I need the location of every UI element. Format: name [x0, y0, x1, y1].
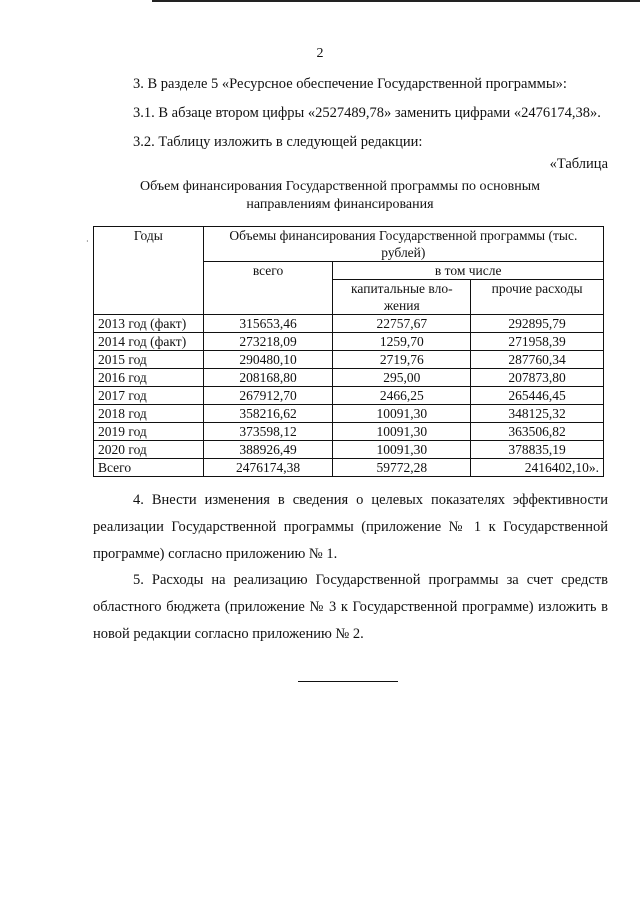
table-title: Объем финансирования Государственной программы по основным направлениям финансирования: [140, 179, 540, 212]
table-row: [94, 351, 604, 369]
cell-capital: 295,00: [333, 369, 471, 387]
cell-other: 348125,32: [471, 405, 604, 423]
paragraph-3-2: 3.2. Таблицу изложить в следующей редакции:: [133, 134, 423, 150]
header-years: Годы: [94, 227, 204, 315]
paragraph-3: 3. В разделе 5 «Ресурсное обеспечение Государственной программы»:: [133, 76, 567, 92]
financing-table: [93, 226, 604, 477]
cell-year: 2019 год: [94, 423, 204, 441]
table-header-row: [94, 227, 604, 262]
cell-year: 2018 год: [94, 405, 204, 423]
header-total: всего: [203, 262, 333, 315]
margin-dot: ·: [86, 237, 89, 246]
cell-total: 267912,70: [203, 387, 333, 405]
cell-capital: 1259,70: [333, 333, 471, 351]
cell-capital: 2719,76: [333, 351, 471, 369]
table-row: [94, 315, 604, 333]
cell-capital: 2466,25: [333, 387, 471, 405]
cell-total: 358216,62: [203, 405, 333, 423]
table-row: [94, 387, 604, 405]
table-row: [94, 405, 604, 423]
cell-year: 2017 год: [94, 387, 204, 405]
cell-year: Всего: [94, 459, 204, 477]
table-total-row: [94, 459, 604, 477]
cell-year: 2020 год: [94, 441, 204, 459]
cell-total: 208168,80: [203, 369, 333, 387]
table-row: [94, 441, 604, 459]
header-other: прочие расходы: [471, 280, 604, 315]
header-volumes: Объемы финансирования Государственной программы (тыс. рублей): [203, 227, 603, 262]
cell-capital: 10091,30: [333, 423, 471, 441]
cell-other: 287760,34: [471, 351, 604, 369]
header-capital: капитальные вло-жения: [333, 280, 471, 315]
cell-total: 315653,46: [203, 315, 333, 333]
cell-other: 271958,39: [471, 333, 604, 351]
cell-total: 290480,10: [203, 351, 333, 369]
cell-total: 373598,12: [203, 423, 333, 441]
table-row: [94, 423, 604, 441]
end-separator-line: [298, 681, 398, 682]
cell-capital: 22757,67: [333, 315, 471, 333]
cell-other: 363506,82: [471, 423, 604, 441]
cell-year: 2015 год: [94, 351, 204, 369]
paragraph-5: 5. Расходы на реализацию Государственной программы за счет средств областного бюджета (приложение № 3 к Государственной программе) изложить в новой редакции согласно приложению № 2.: [93, 572, 608, 642]
cell-other: 378835,19: [471, 441, 604, 459]
top-border-line: [152, 0, 640, 2]
cell-year: 2016 год: [94, 369, 204, 387]
cell-capital: 59772,28: [333, 459, 471, 477]
page-number: 2: [316, 46, 324, 61]
header-including: в том числе: [333, 262, 604, 280]
cell-capital: 10091,30: [333, 441, 471, 459]
cell-other: 265446,45: [471, 387, 604, 405]
cell-total: 2476174,38: [203, 459, 333, 477]
cell-other: 207873,80: [471, 369, 604, 387]
cell-year: 2014 год (факт): [94, 333, 204, 351]
cell-other: 2416402,10».: [471, 459, 604, 477]
table-row: [94, 369, 604, 387]
cell-other: 292895,79: [471, 315, 604, 333]
cell-total: 388926,49: [203, 441, 333, 459]
paragraph-3-1: 3.1. В абзаце втором цифры «2527489,78» заменить цифрами «2476174,38».: [133, 105, 601, 121]
cell-year: 2013 год (факт): [94, 315, 204, 333]
paragraph-4: 4. Внести изменения в сведения о целевых показателях эффективности реализации Государственной программы (приложение № 1 к Государственной программе) согласно приложению № 1.: [93, 492, 608, 562]
table-row: [94, 333, 604, 351]
cell-total: 273218,09: [203, 333, 333, 351]
table-label: «Таблица: [549, 156, 608, 172]
cell-capital: 10091,30: [333, 405, 471, 423]
